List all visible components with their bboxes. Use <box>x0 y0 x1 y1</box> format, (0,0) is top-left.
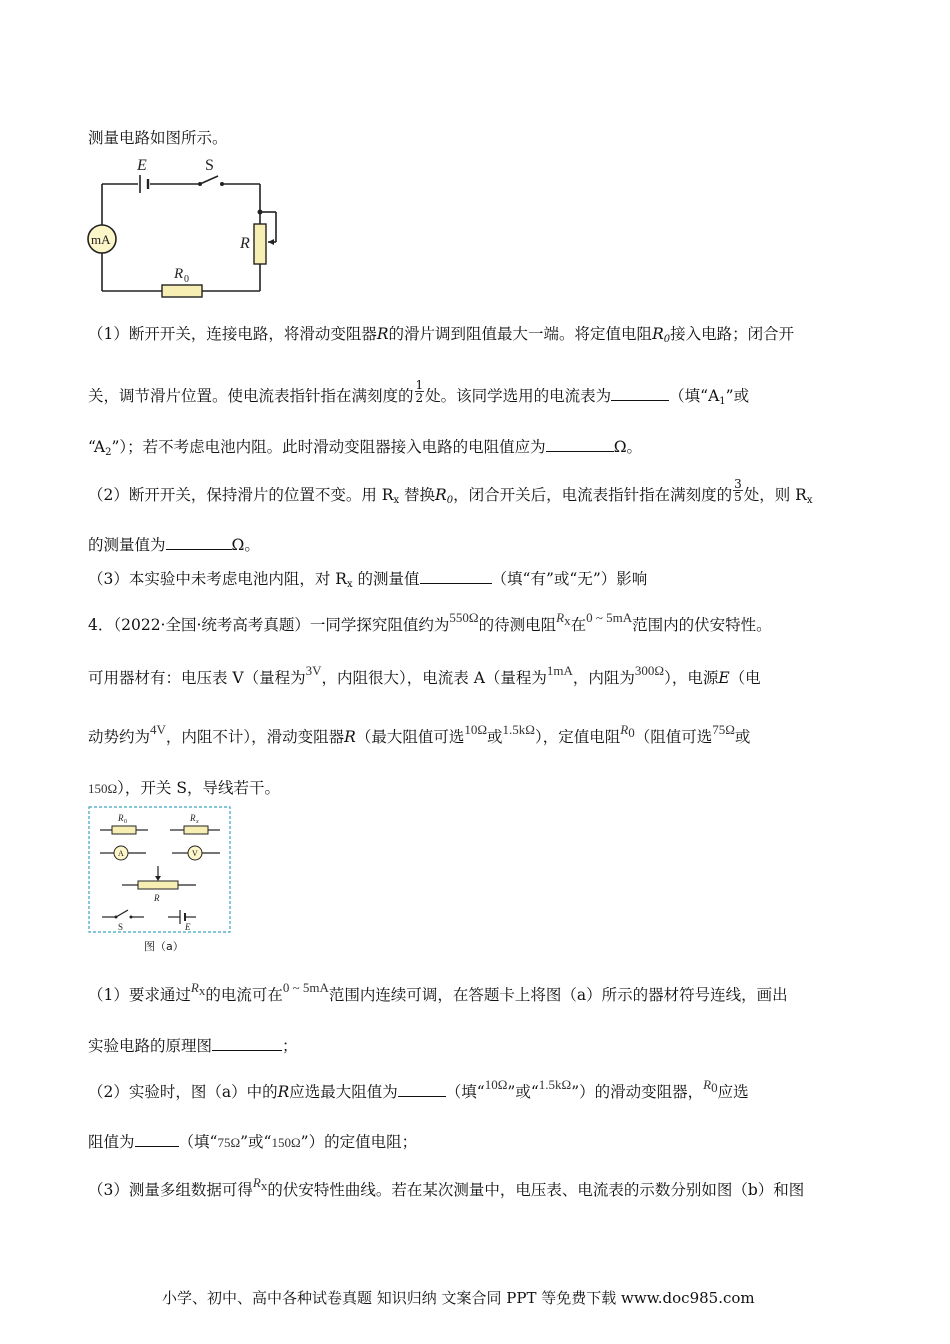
q4-3-line: （3）测量多组数据可得$^{Rx}$的伏安特性曲线。若在某次测量中，电压表、电流表的示数分别如图（b）和图 <box>88 1175 805 1199</box>
label-mA: mA <box>91 232 111 247</box>
answer-blank-ammeter[interactable] <box>611 386 669 401</box>
fig-a-rheostat-symbol <box>138 881 178 889</box>
q4-line-2: 可用器材有：电压表 V（量程为$^{3V}$，内阻很大），电流表 A（量程为$^{1mA}$，内阻为$^{300\Omega}$），电源E（电 <box>88 663 761 687</box>
q3-2-line-1: （2）断开开关，保持滑片的位置不变。用 $R_x$ 替换$R_0$，闭合开关后，电流表指针指在满刻度的 $\frac{3}{5}$ 处，则 $R_x$ <box>88 476 813 506</box>
svg-text:R: R <box>190 813 196 823</box>
label-R: R <box>240 235 250 252</box>
q3-2-line-2: 的测量值为 Ω。 <box>88 536 260 554</box>
svg-text:x: x <box>196 819 199 825</box>
label-R0: R <box>174 266 184 282</box>
q4-2-line-1: （2）实验时，图（a）中的R应选最大阻值为 （填“$^{10\Omega}$”或“$^{1.5k\Omega}$”）的滑动变阻器，$^{R0}$应选 <box>88 1077 749 1101</box>
answer-blank-resistance[interactable] <box>546 437 614 452</box>
svg-text:0: 0 <box>124 819 127 825</box>
q3-3-line: （3）本实验中未考虑电池内阻，对 $R_x$ 的测量值 （填“有”或“无”）影响 <box>88 570 648 590</box>
q3-1-line-3: “$A_2$”）；若不考虑电池内阻。此时滑动变阻器接入电路的电阻值应为 Ω。 <box>88 438 643 458</box>
rheostat-R-symbol <box>254 224 266 264</box>
q4-1-line-1: （1）要求通过$^{Rx}$的电流可在$^{0 \sim 5mA}$范围内连续可调，在答题卡上将图（a）所示的器材符号连线，画出 <box>88 980 788 1004</box>
svg-text:S: S <box>118 922 124 932</box>
q4-2-line-2: 阻值为 （填“75Ω”或“150Ω”）的定值电阻； <box>88 1133 418 1151</box>
svg-text:R: R <box>154 893 160 903</box>
svg-text:V: V <box>192 849 198 858</box>
resistor-R0-symbol <box>162 285 202 297</box>
fraction-one-half: $\frac{1}{2}$ <box>415 377 424 405</box>
q4-line-1: 4．（2022·全国·统考高考真题）一同学探究阻值约为$^{550\Omega}$的待测电阻$^{Rx}$在$^{0 \sim 5mA}$范围内的伏安特性。 <box>88 610 772 634</box>
answer-blank-effect[interactable] <box>420 569 492 584</box>
answer-blank-fixed-resistor[interactable] <box>135 1132 179 1147</box>
label-R0-sub: 0 <box>184 274 189 285</box>
intro-text: 测量电路如图所示。 <box>88 129 228 147</box>
fig-a-R0-symbol <box>112 826 136 834</box>
svg-text:R: R <box>118 813 124 823</box>
svg-text:A: A <box>118 849 124 858</box>
fraction-three-fifths: $\frac{3}{5}$ <box>734 476 742 504</box>
label-E: E <box>137 157 147 174</box>
answer-blank-rx[interactable] <box>166 535 232 550</box>
figure-a <box>88 806 232 934</box>
q4-line-3: 动势约为$^{4V}$，内阻不计），滑动变阻器R（最大阻值可选$^{10\Omega}$或$^{1.5k\Omega}$），定值电阻$^{R0}$（阻值可选$^{75\Omega}$或 <box>88 722 751 746</box>
q4-1-line-2: 实验电路的原理图 ； <box>88 1037 298 1055</box>
answer-blank-circuit[interactable] <box>212 1036 282 1051</box>
circuit-diagram <box>86 150 286 305</box>
q3-1-line-2: 关，调节滑片位置。使电流表指针指在满刻度的 $\frac{1}{2}$ 处。该同学选用的电流表为 （填“$A_1$”或 <box>88 377 750 407</box>
svg-text:E: E <box>185 922 191 932</box>
fig-a-Rx-symbol <box>184 826 208 834</box>
answer-blank-rheostat[interactable] <box>398 1082 446 1097</box>
q3-1-line-1: （1）断开开关，连接电路，将滑动变阻器R的滑片调到阻值最大一端。将定值电阻$R_0$接入电路；闭合开 <box>88 325 795 345</box>
figure-a-caption: 图（a） <box>144 940 184 953</box>
q4-line-4: 150Ω），开关 S，导线若干。 <box>88 779 280 797</box>
page-footer: 小学、初中、高中各种试卷真题 知识归纳 文案合同 PPT 等免费下载 www.doc985.com <box>162 1289 755 1307</box>
label-S: S <box>205 157 214 174</box>
